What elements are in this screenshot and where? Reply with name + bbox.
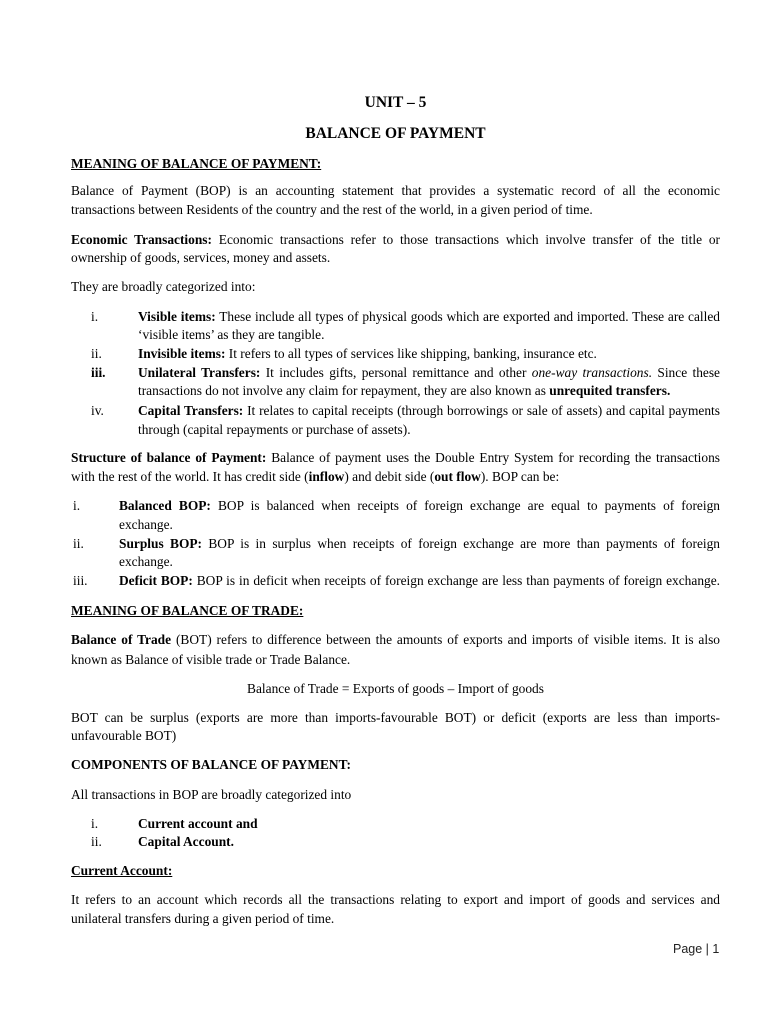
paragraph-line: They are broadly categorized into: [71,279,256,294]
paragraph-bop-line: transactions between Residents of the country and the rest of the world, in a given period of time. [71,202,593,217]
list-item-current-account: Current account and [138,816,258,831]
paragraph-economic-transactions: Economic Transactions: Economic transactions refer to those transactions which involve transfer of the title or [71,232,720,247]
section-heading-bop-meaning: MEANING OF BALANCE OF PAYMENT: [71,156,322,171]
term-economic-transactions: Economic Transactions: [71,232,212,247]
list-item-unilateral: Unilateral Transfers: It includes gifts, personal remittance and other one-way transactions. Since these [138,365,720,380]
list-item-capital-transfers: Capital Transfers: It relates to capital receipts (through borrowings or sale of assets) and capital payments [138,403,720,418]
list-item-surplus-bop: Surplus BOP: BOP is in surplus when receipts of foreign exchange are more than payments of foreign [119,536,720,551]
list-number: ii. [91,346,102,361]
list-item-line: transactions do not involve any claim for repayment, they are also known as unrequited transfers. [138,383,671,398]
list-item-invisible: Invisible items: It refers to all types of services like shipping, banking, insurance etc. [138,346,597,361]
list-number: i. [91,309,99,324]
list-item-deficit-bop: Deficit BOP: BOP is in deficit when receipts of foreign exchange are less than payments of foreign exchange. [119,573,720,588]
paragraph-line: unfavourable BOT) [71,728,177,743]
paragraph-bot: Balance of Trade (BOT) refers to difference between the amounts of exports and imports of visible items. It is also [71,632,720,647]
bot-formula: Balance of Trade = Exports of goods – Import of goods [247,681,544,696]
list-item-visible: Visible items: These include all types of physical goods which are exported and imported. These are called [138,309,720,324]
paragraph-structure: Structure of balance of Payment: Balance of payment uses the Double Entry System for recording the transactions [71,450,720,465]
list-item-line: exchange. [119,517,173,532]
page-number: Page | 1 [673,942,720,956]
list-item-capital-account: Capital Account. [138,834,234,849]
list-item-line: through (capital repayments or purchase of assets). [138,422,411,437]
paragraph-line: ownership of goods, services, money and assets. [71,250,331,265]
list-number: iii. [91,365,106,380]
section-heading-bot-meaning: MEANING OF BALANCE OF TRADE: [71,603,304,618]
section-heading-current-account: Current Account: [71,863,173,878]
list-item-balanced-bop: Balanced BOP: BOP is balanced when receipts of foreign exchange are equal to payments of foreign [119,498,720,513]
unit-heading: UNIT – 5 [364,94,427,111]
list-number: i. [91,816,99,831]
paragraph-line: known as Balance of visible trade or Trade Balance. [71,652,351,667]
list-number: iv. [91,403,104,418]
list-number: ii. [91,834,102,849]
list-item-line: exchange. [119,554,173,569]
paragraph-bop-line: Balance of Payment (BOP) is an accounting statement that provides a systematic record of all the economic [71,183,720,198]
paragraph-bot-surplus-deficit: BOT can be surplus (exports are more than imports-favourable BOT) or deficit (exports are less than imports- [71,710,720,725]
paragraph-line: unilateral transfers during a given period of time. [71,911,335,926]
paragraph-current-account: It refers to an account which records all the transactions relating to export and import of goods and services and [71,892,720,907]
list-number: ii. [73,536,84,551]
list-number: iii. [73,573,88,588]
list-number: i. [73,498,81,513]
paragraph-line: with the rest of the world. It has credit side (inflow) and debit side (out flow). BOP can be: [71,469,560,484]
section-heading-components: COMPONENTS OF BALANCE OF PAYMENT: [71,757,351,772]
paragraph-line: All transactions in BOP are broadly categorized into [71,787,352,802]
document-title: BALANCE OF PAYMENT [305,125,486,142]
list-item-line: ‘visible items’ as they are tangible. [138,327,325,342]
